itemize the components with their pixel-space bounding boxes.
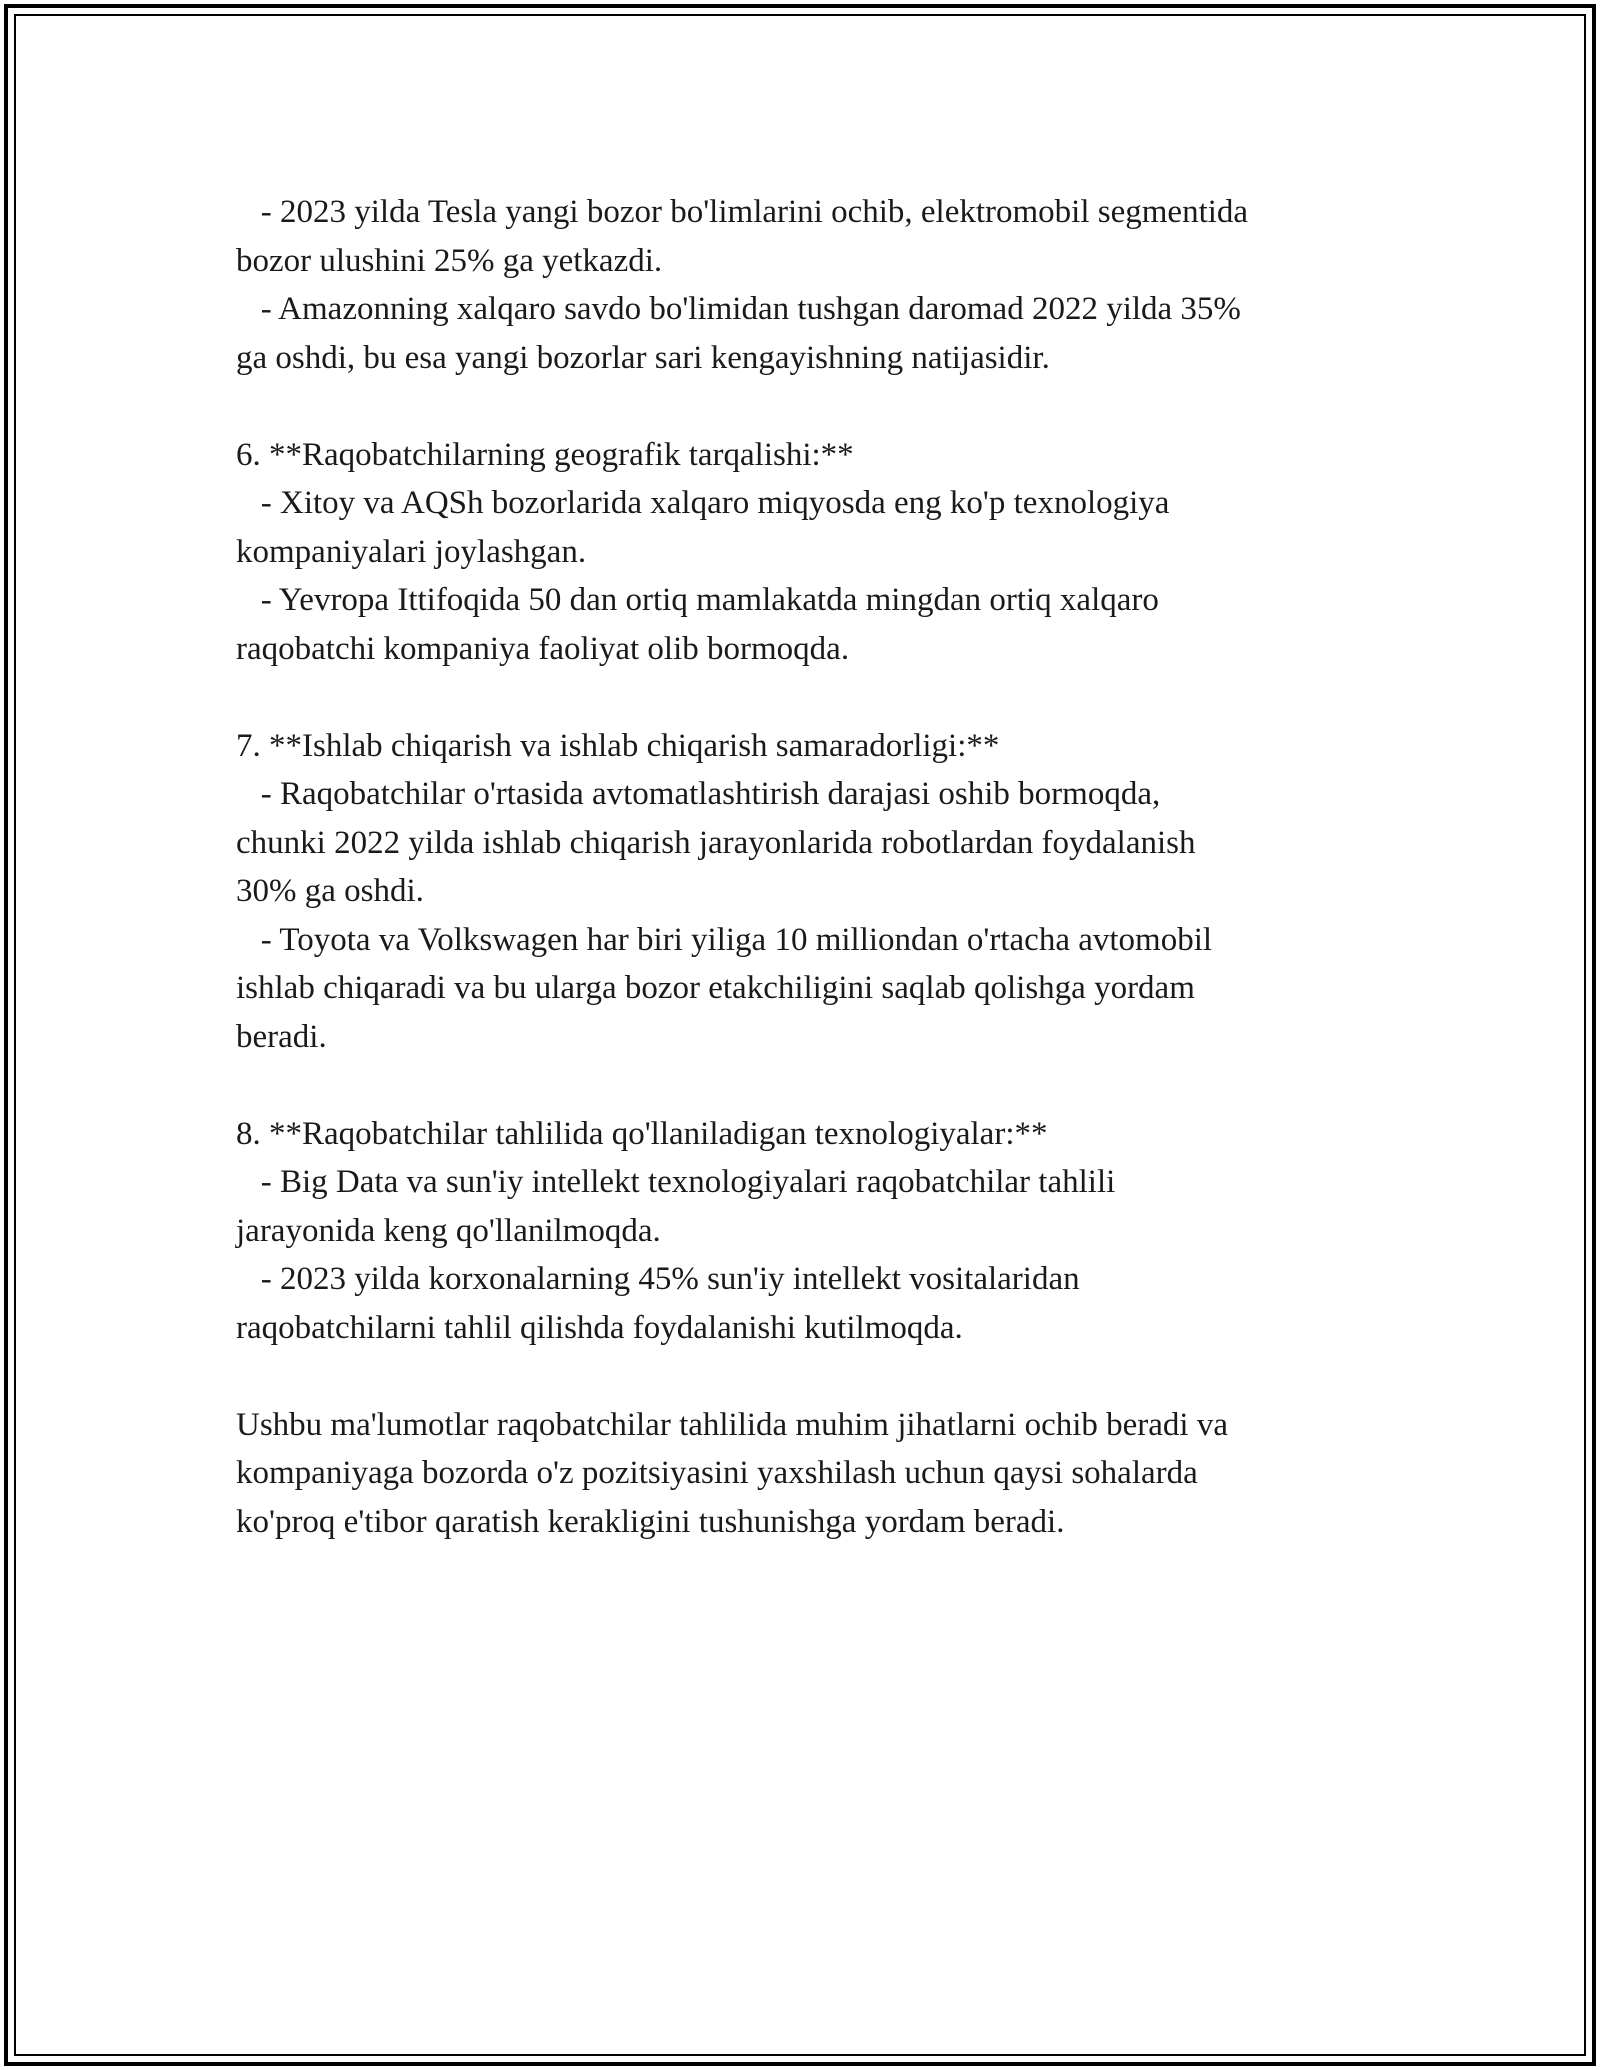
section-heading: 8. **Raqobatchilar tahlilida qo'llaniladigan texnologiyalar:** bbox=[236, 1115, 1048, 1152]
closing-paragraph-line: kompaniyaga bozorda o'z pozitsiyasini yaxshilash uchun qaysi sohalarda bbox=[236, 1455, 1198, 1491]
text-line: - Toyota va Volkswagen har biri yiliga 10 milliondan o'rtacha avtomobil bbox=[236, 921, 1213, 958]
text-line: ga oshdi, bu esa yangi bozorlar sari kengayishning natijasidir. bbox=[236, 339, 1050, 376]
closing-paragraph-line: ko'proq e'tibor qaratish kerakligini tushunishga yordam beradi. bbox=[236, 1503, 1065, 1540]
document-body bbox=[236, 188, 1366, 1546]
text-line: - 2023 yilda Tesla yangi bozor bo'limlarini ochib, elektromobil segmentida bbox=[236, 194, 1249, 230]
text-line: kompaniyalari joylashgan. bbox=[236, 533, 587, 570]
paragraph-gap bbox=[236, 382, 1366, 431]
section-heading: 6. **Raqobatchilarning geografik tarqalishi:** bbox=[236, 436, 854, 473]
text-line: - 2023 yilda korxonalarning 45% sun'iy intellekt vositalaridan bbox=[236, 1261, 1080, 1297]
text-line: bozor ulushini 25% ga yetkazdi. bbox=[236, 242, 663, 279]
text-line: - Big Data va sun'iy intellekt texnologiyalari raqobatchilar tahlili bbox=[236, 1164, 1116, 1200]
text-line: raqobatchilarni tahlil qilishda foydalanishi kutilmoqda. bbox=[236, 1309, 963, 1346]
paragraph-gap bbox=[236, 1061, 1366, 1110]
text-line: - Amazonning xalqaro savdo bo'limidan tushgan daromad 2022 yilda 35% bbox=[236, 291, 1241, 327]
text-line: - Raqobatchilar o'rtasida avtomatlashtirish darajasi oshib bormoqda, bbox=[236, 776, 1161, 812]
paragraph-gap bbox=[236, 1352, 1366, 1401]
text-line: 30% ga oshdi. bbox=[236, 873, 424, 909]
paragraph-gap bbox=[236, 673, 1366, 722]
text-line: beradi. bbox=[236, 1018, 327, 1055]
text-line: - Xitoy va AQSh bozorlarida xalqaro miqyosda eng ko'p texnologiya bbox=[236, 485, 1170, 521]
text-line: ishlab chiqaradi va bu ularga bozor etakchiligini saqlab qolishga yordam bbox=[236, 970, 1195, 1006]
closing-paragraph-line: Ushbu ma'lumotlar raqobatchilar tahlilida muhim jihatlarni ochib beradi va bbox=[236, 1406, 1228, 1443]
text-line: jarayonida keng qo'llanilmoqda. bbox=[236, 1212, 661, 1249]
text-line: chunki 2022 yilda ishlab chiqarish jarayonlarida robotlardan foydalanish bbox=[236, 824, 1196, 861]
section-heading: 7. **Ishlab chiqarish va ishlab chiqarish samaradorligi:** bbox=[236, 727, 1000, 764]
text-line: - Yevropa Ittifoqida 50 dan ortiq mamlakatda mingdan ortiq xalqaro bbox=[236, 582, 1159, 618]
text-line: raqobatchi kompaniya faoliyat olib bormoqda. bbox=[236, 630, 850, 667]
